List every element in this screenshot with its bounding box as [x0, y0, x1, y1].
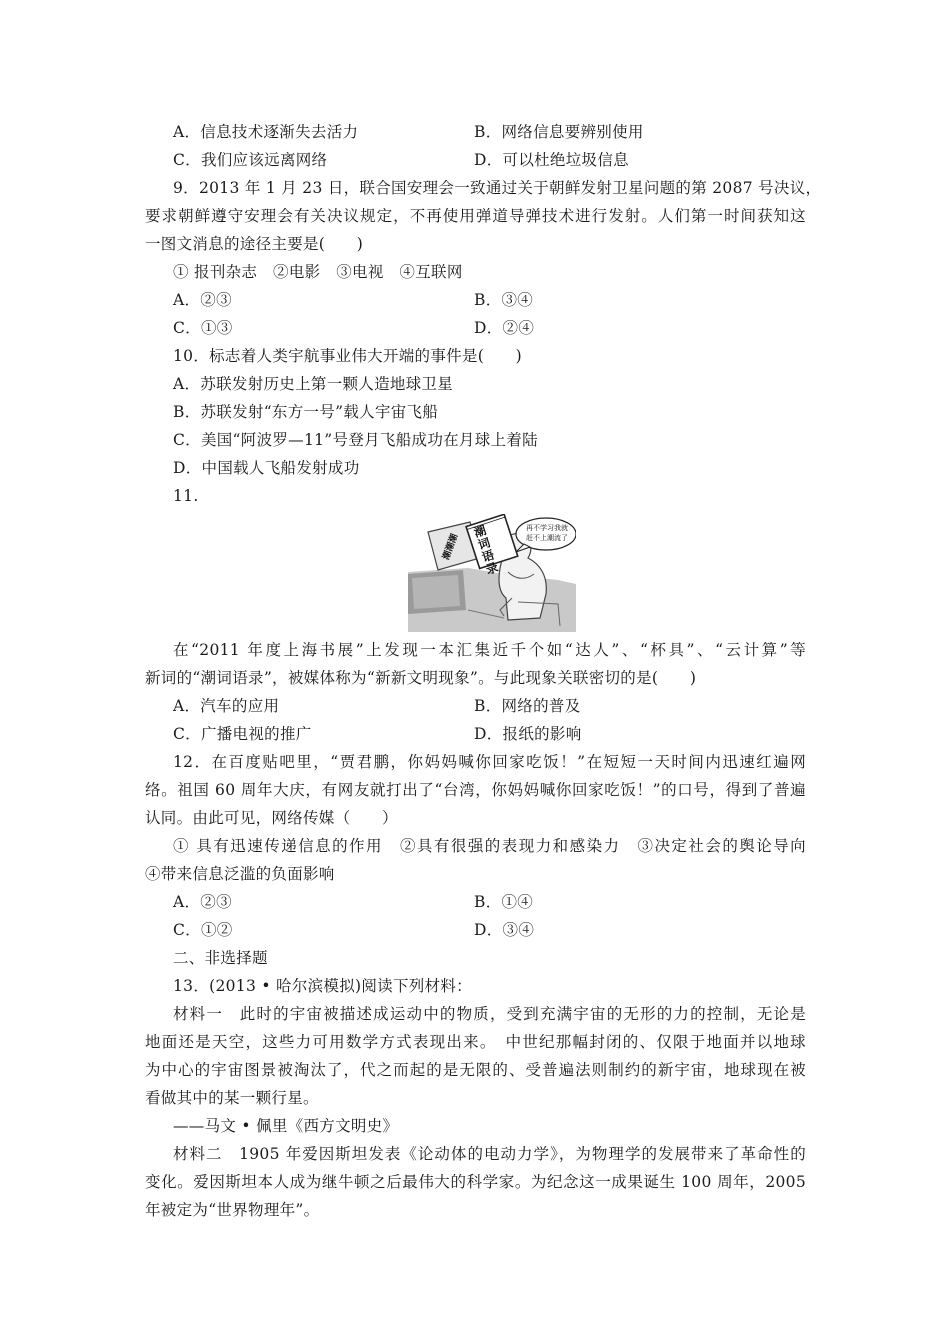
q11-cartoon-illustration — [408, 514, 576, 632]
q8-option-d: D．可以杜绝垃圾信息 — [474, 151, 629, 169]
q11-option-c: C．广播电视的推广 — [173, 725, 312, 743]
q13-stem: 13．(2013 • 哈尔滨模拟)阅读下列材料： — [173, 977, 472, 995]
q11-option-d: D．报纸的影响 — [474, 725, 582, 743]
q8-option-a: A．信息技术逐渐失去活力 — [173, 123, 359, 141]
q13-material1-line4: 看做其中的某一颗行星。 — [145, 1089, 319, 1107]
q9-option-d: D．②④ — [474, 319, 535, 337]
q9-option-a: A．②③ — [173, 291, 232, 309]
q11-number: 11. — [173, 487, 199, 505]
q13-material1-line1: 材料一 此时的宇宙被描述成运动中的物质，受到充满宇宙的无形的力的控制，无论是 — [173, 1005, 806, 1023]
q12-stem-line3: 认同。由此可见，网络传媒（ ） — [145, 809, 398, 827]
q12-option-a: A．②③ — [173, 893, 232, 911]
q9-stem-line3: 一图文消息的途径主要是( ) — [145, 235, 364, 253]
q12-option-c: C．①② — [173, 921, 233, 939]
q12-choices-line1: ① 具有迅速传递信息的作用 ②具有很强的表现力和感染力 ③决定社会的舆论导向 — [173, 837, 806, 855]
q8-option-b: B．网络信息要辨别使用 — [474, 123, 644, 141]
q11-stem-line1: 在“2011 年度上海书展”上发现一本汇集近千个如“达人”、“杯具”、“云计算”等 — [173, 641, 806, 659]
section-heading: 二、非选择题 — [173, 949, 268, 967]
q13-material2-line2: 变化。爱因斯坦本人成为继牛顿之后最伟大的科学家。为纪念这一成果诞生 100 周年，2005 — [145, 1173, 806, 1191]
q10-option-c: C．美国“阿波罗—11”号登月飞船成功在月球上着陆 — [173, 431, 538, 449]
q9-stem-line2: 要求朝鲜遵守安理会有关决议规定，不再使用弹道导弹技术进行发射。人们第一时间获知这 — [145, 207, 806, 225]
cartoon-bubble-line2: 赶不上潮流了 — [526, 534, 568, 542]
cartoon-bubble-line1: 再不学习我就 — [526, 524, 568, 532]
q9-stem-line1: 9．2013 年 1 月 23 日，联合国安理会一致通过关于朝鲜发射卫星问题的第 2087 号决议， — [173, 179, 822, 197]
cartoon-screen-marks: 潮潮潮 — [441, 532, 461, 562]
q9-choices: ① 报刊杂志 ②电影 ③电视 ④互联网 — [173, 263, 463, 281]
q8-option-c: C．我们应该远离网络 — [173, 151, 328, 169]
q10-option-b: B．苏联发射“东方一号”载人宇宙飞船 — [173, 403, 439, 421]
q13-material2-line1: 材料二 1905 年爱因斯坦发表《论动体的电动力学》，为物理学的发展带来了革命性的 — [173, 1145, 806, 1163]
q12-option-b: B．①④ — [474, 893, 534, 911]
q11-stem-line2: 新词的“潮词语录”，被媒体称为“新新文明现象”。与此现象关联密切的是( ) — [145, 669, 697, 687]
q13-material1-source: ——马文 • 佩里《西方文明史》 — [173, 1117, 399, 1135]
q10-option-a: A．苏联发射历史上第一颗人造地球卫星 — [173, 375, 454, 393]
cartoon-book-title: 潮词语录 — [472, 523, 501, 578]
q13-material1-line2: 地面还是天空，这些力可用数学方式表现出来。 中世纪那幅封闭的、仅限于地面并以地球 — [145, 1033, 806, 1051]
q12-option-d: D．③④ — [474, 921, 535, 939]
q12-choices-line2: ④带来信息泛滥的负面影响 — [145, 865, 335, 883]
q10-option-d: D．中国载人飞船发射成功 — [173, 459, 360, 477]
q12-stem-line2: 络。祖国 60 周年大庆，有网友就打出了“台湾，你妈妈喊你回家吃饭！”的口号，得到了普遍 — [145, 781, 806, 799]
q12-stem-line1: 12．在百度贴吧里，“贾君鹏，你妈妈喊你回家吃饭！”在短短一天时间内迅速红遍网 — [173, 753, 806, 771]
q9-option-b: B．③④ — [474, 291, 534, 309]
q11-option-b: B．网络的普及 — [474, 697, 581, 715]
q9-option-c: C．①③ — [173, 319, 233, 337]
q11-option-a: A．汽车的应用 — [173, 697, 280, 715]
q13-material1-line3: 为中心的宇宙图景被淘汰了，代之而起的是无限的、受普遍法则制约的新宇宙，地球现在被 — [145, 1061, 806, 1079]
q10-stem: 10．标志着人类宇航事业伟大开端的事件是( ) — [173, 347, 523, 365]
q13-material2-line3: 年被定为“世界物理年”。 — [145, 1201, 320, 1219]
